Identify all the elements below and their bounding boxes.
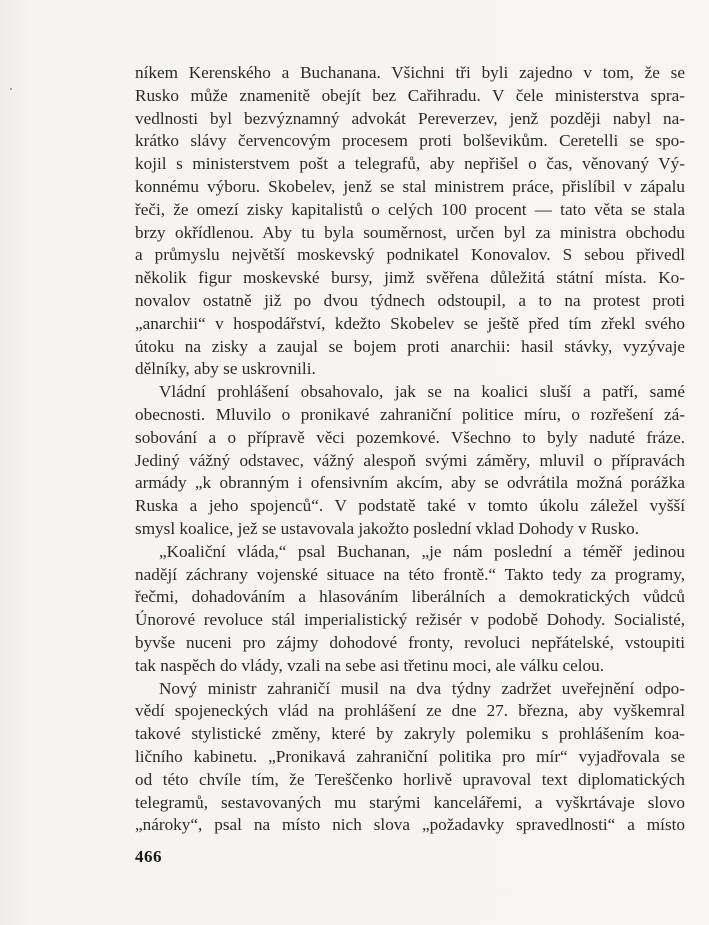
scan-speck xyxy=(10,88,12,90)
text-line: takové stylistické změny, které by zakryly polemiku s prohlášením koa- xyxy=(135,724,685,744)
text-line: krátko slávy červencovým procesem proti bolševikům. Ceretelli se spo- xyxy=(135,131,685,151)
text-line: nadějí záchrany vojenské situace na této frontě.“ Takto tedy za programy, xyxy=(135,564,685,584)
text-line: níkem Kerenského a Buchanana. Všichni tři byli zajedno v tom, že se xyxy=(135,63,685,82)
paragraph xyxy=(135,62,685,381)
text-line: Jediný vážný odstavec, vážný alespoň svými záměry, mluvil o přípravách xyxy=(135,450,685,470)
text-line: řeči, že omezí zisky kapitalistů o celých 100 procent — tato věta se stala xyxy=(135,199,685,219)
text-line: útoku na zisky a zaujal se bojem proti anarchii: hasil stávky, vyzývaje xyxy=(135,336,685,356)
text-line: Rusko může znamenitě obejít bez Cařihradu. V čele ministerstva spra- xyxy=(135,85,685,105)
text-line: smysl koalice, jež se ustavovala jakožto poslední vklad Dohody v Rusko. xyxy=(135,518,640,538)
paragraph xyxy=(135,541,685,678)
text-line: „nároky“, psal na místo nich slova „požadavky spravedlnosti“ a místo xyxy=(135,815,685,835)
text-line: dělníky, aby se uskrovnili. xyxy=(135,359,316,379)
text-line: brzy okřídlenou. Aby tu byla souměrnost, určen byl za ministra obchodu xyxy=(135,222,685,242)
text-line: Únorové revoluce stál imperialistický režisér v podobě Dohody. Socialisté, xyxy=(135,610,685,630)
text-line: konnému výboru. Skobelev, jenž se stal ministrem práce, přislíbil v zápalu xyxy=(135,176,685,196)
text-line: sobování a o přípravě věci pozemkové. Všechno to byly naduté fráze. xyxy=(135,427,685,447)
text-line: vědí spojeneckých vlád na prohlášení ze dne 27. března, aby vyškemral xyxy=(135,701,685,721)
text-line: a průmyslu největší moskevský podnikatel Konovalov. S sebou přivedl xyxy=(135,245,685,265)
text-line: několik figur moskevské bursy, jimž svěřena důležitá státní místa. Ko- xyxy=(135,268,685,288)
text-line: byvše nuceni pro zájmy dohodové fronty, revoluci nepřátelské, vstoupiti xyxy=(135,632,685,652)
text-line: Nový ministr zahraničí musil na dva týdny zadržet uveřejnění odpo- xyxy=(159,678,685,698)
text-line: „anarchii“ v hospodářství, kdežto Skobelev se ještě před tím zřekl svého xyxy=(135,313,685,333)
text-line: řečmi, dohadováním a hlasováním liberálních a demokratických vůdců xyxy=(135,587,685,607)
paragraph xyxy=(135,381,685,541)
text-line: Vládní prohlášení obsahovalo, jak se na koalici sluší a patří, samé xyxy=(159,382,685,402)
text-line: od této chvíle tím, že Tereščenko horlivě upravoval text diplomatických xyxy=(135,769,685,789)
text-line: novalov ostatně již po dvou týdnech odstoupil, a to na protest proti xyxy=(135,290,685,310)
text-line: ličního kabinetu. „Pronikavá zahraniční politika pro mír“ vyjadřovala se xyxy=(135,746,685,766)
text-line: tak naspěch do vlády, vzali na sebe asi třetinu moci, ale válku celou. xyxy=(135,655,604,675)
text-line: telegramů, sestavovaných mu starými kancelářemi, a vyškrtávaje slovo xyxy=(135,792,685,812)
text-line: „Koaliční vláda,“ psal Buchanan, „je nám poslední a téměř jedinou xyxy=(159,541,685,561)
paragraph xyxy=(135,678,685,838)
text-line: Ruska a jeho spojenců“. V podstatě také v tomto úkolu záležel vyšší xyxy=(135,496,685,516)
text-line: armády „k obranným i ofensivním akcím, aby se odvrátila možná porážka xyxy=(135,473,685,493)
body-text xyxy=(135,62,685,837)
text-line: obecnosti. Mluvilo o pronikavé zahraniční politice míru, o rozřešení zá- xyxy=(135,404,685,424)
text-line: kojil s ministerstvem pošt a telegrafů, aby nepřišel o čas, věnovaný Vý- xyxy=(135,154,685,174)
text-line: vedlnosti byl bezvýznamný advokát Pereverzev, jenž později nabyl na- xyxy=(135,108,685,128)
page-number: 466 xyxy=(135,847,162,866)
